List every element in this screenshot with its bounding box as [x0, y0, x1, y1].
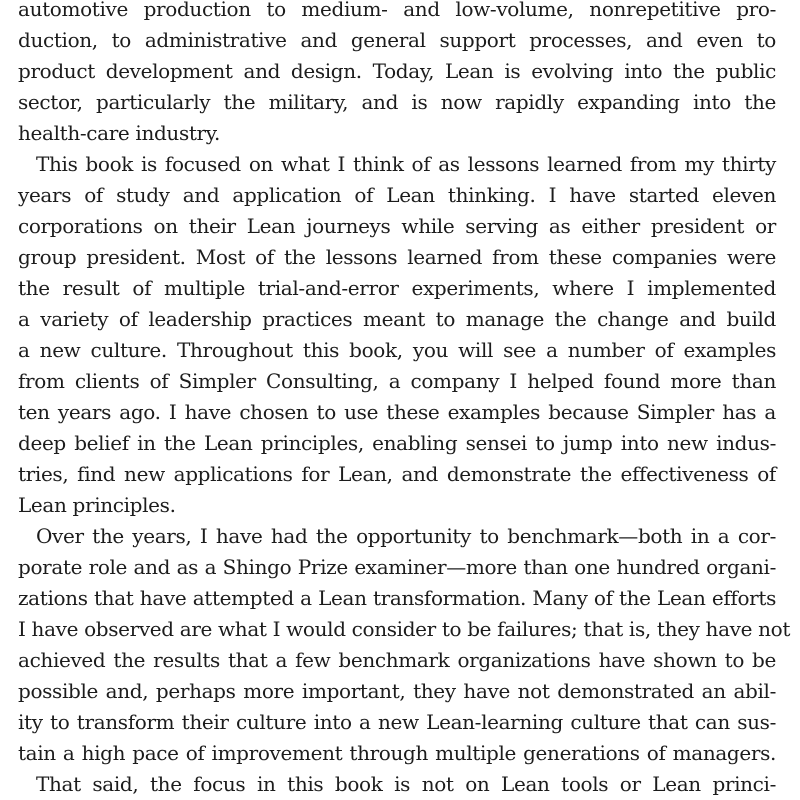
text-line: the result of multiple trial-and-error experiments, where I implemented: [18, 276, 776, 300]
text-line: sector, particularly the military, and is now rapidly expanding into the: [18, 90, 776, 114]
text-line: zations that have attempted a Lean transformation. Many of the Lean efforts: [18, 586, 776, 610]
text-line: This book is focused on what I think of as lessons learned from my thirty: [36, 152, 776, 176]
text-line: ity to transform their culture into a new Lean-learning culture that can sus-: [18, 710, 776, 734]
text-line: Over the years, I have had the opportunity to benchmark—both in a cor-: [36, 524, 776, 548]
text-line: That said, the focus in this book is not on Lean tools or Lean princi-: [36, 772, 776, 796]
text-line: I have observed are what I would consider to be failures; that is, they have not: [18, 617, 791, 641]
text-line: Lean principles.: [18, 493, 176, 517]
text-line: corporations on their Lean journeys while serving as either president or: [18, 214, 776, 238]
paragraph-2: [18, 149, 776, 521]
paragraph-4: [18, 769, 776, 800]
paragraph-3: [18, 521, 791, 769]
text-line: a new culture. Throughout this book, you will see a number of examples: [18, 338, 776, 362]
text-line: product development and design. Today, Lean is evolving into the public: [18, 59, 776, 83]
text-line: deep belief in the Lean principles, enabling sensei to jump into new indus-: [18, 431, 776, 455]
document-page: [18, 0, 791, 800]
text-line: achieved the results that a few benchmark organizations have shown to be: [18, 648, 776, 672]
text-line: automotive production to medium- and low-volume, nonrepetitive pro-: [18, 0, 776, 21]
text-line: a variety of leadership practices meant to manage the change and build: [18, 307, 776, 331]
text-line: from clients of Simpler Consulting, a company I helped found more than: [18, 369, 776, 393]
text-line: health-care industry.: [18, 121, 221, 145]
text-line: possible and, perhaps more important, they have not demonstrated an abil-: [18, 679, 776, 703]
text-line: ten years ago. I have chosen to use these examples because Simpler has a: [18, 400, 776, 424]
text-line: years of study and application of Lean thinking. I have started eleven: [18, 183, 776, 207]
text-line: porate role and as a Shingo Prize examiner—more than one hundred organi-: [18, 555, 776, 579]
text-line: tries, find new applications for Lean, and demonstrate the effectiveness of: [18, 462, 776, 486]
text-line: group president. Most of the lessons learned from these companies were: [18, 245, 776, 269]
paragraph-1: [18, 0, 776, 149]
text-line: tain a high pace of improvement through multiple generations of managers.: [18, 741, 776, 765]
text-line: duction, to administrative and general support processes, and even to: [18, 28, 776, 52]
